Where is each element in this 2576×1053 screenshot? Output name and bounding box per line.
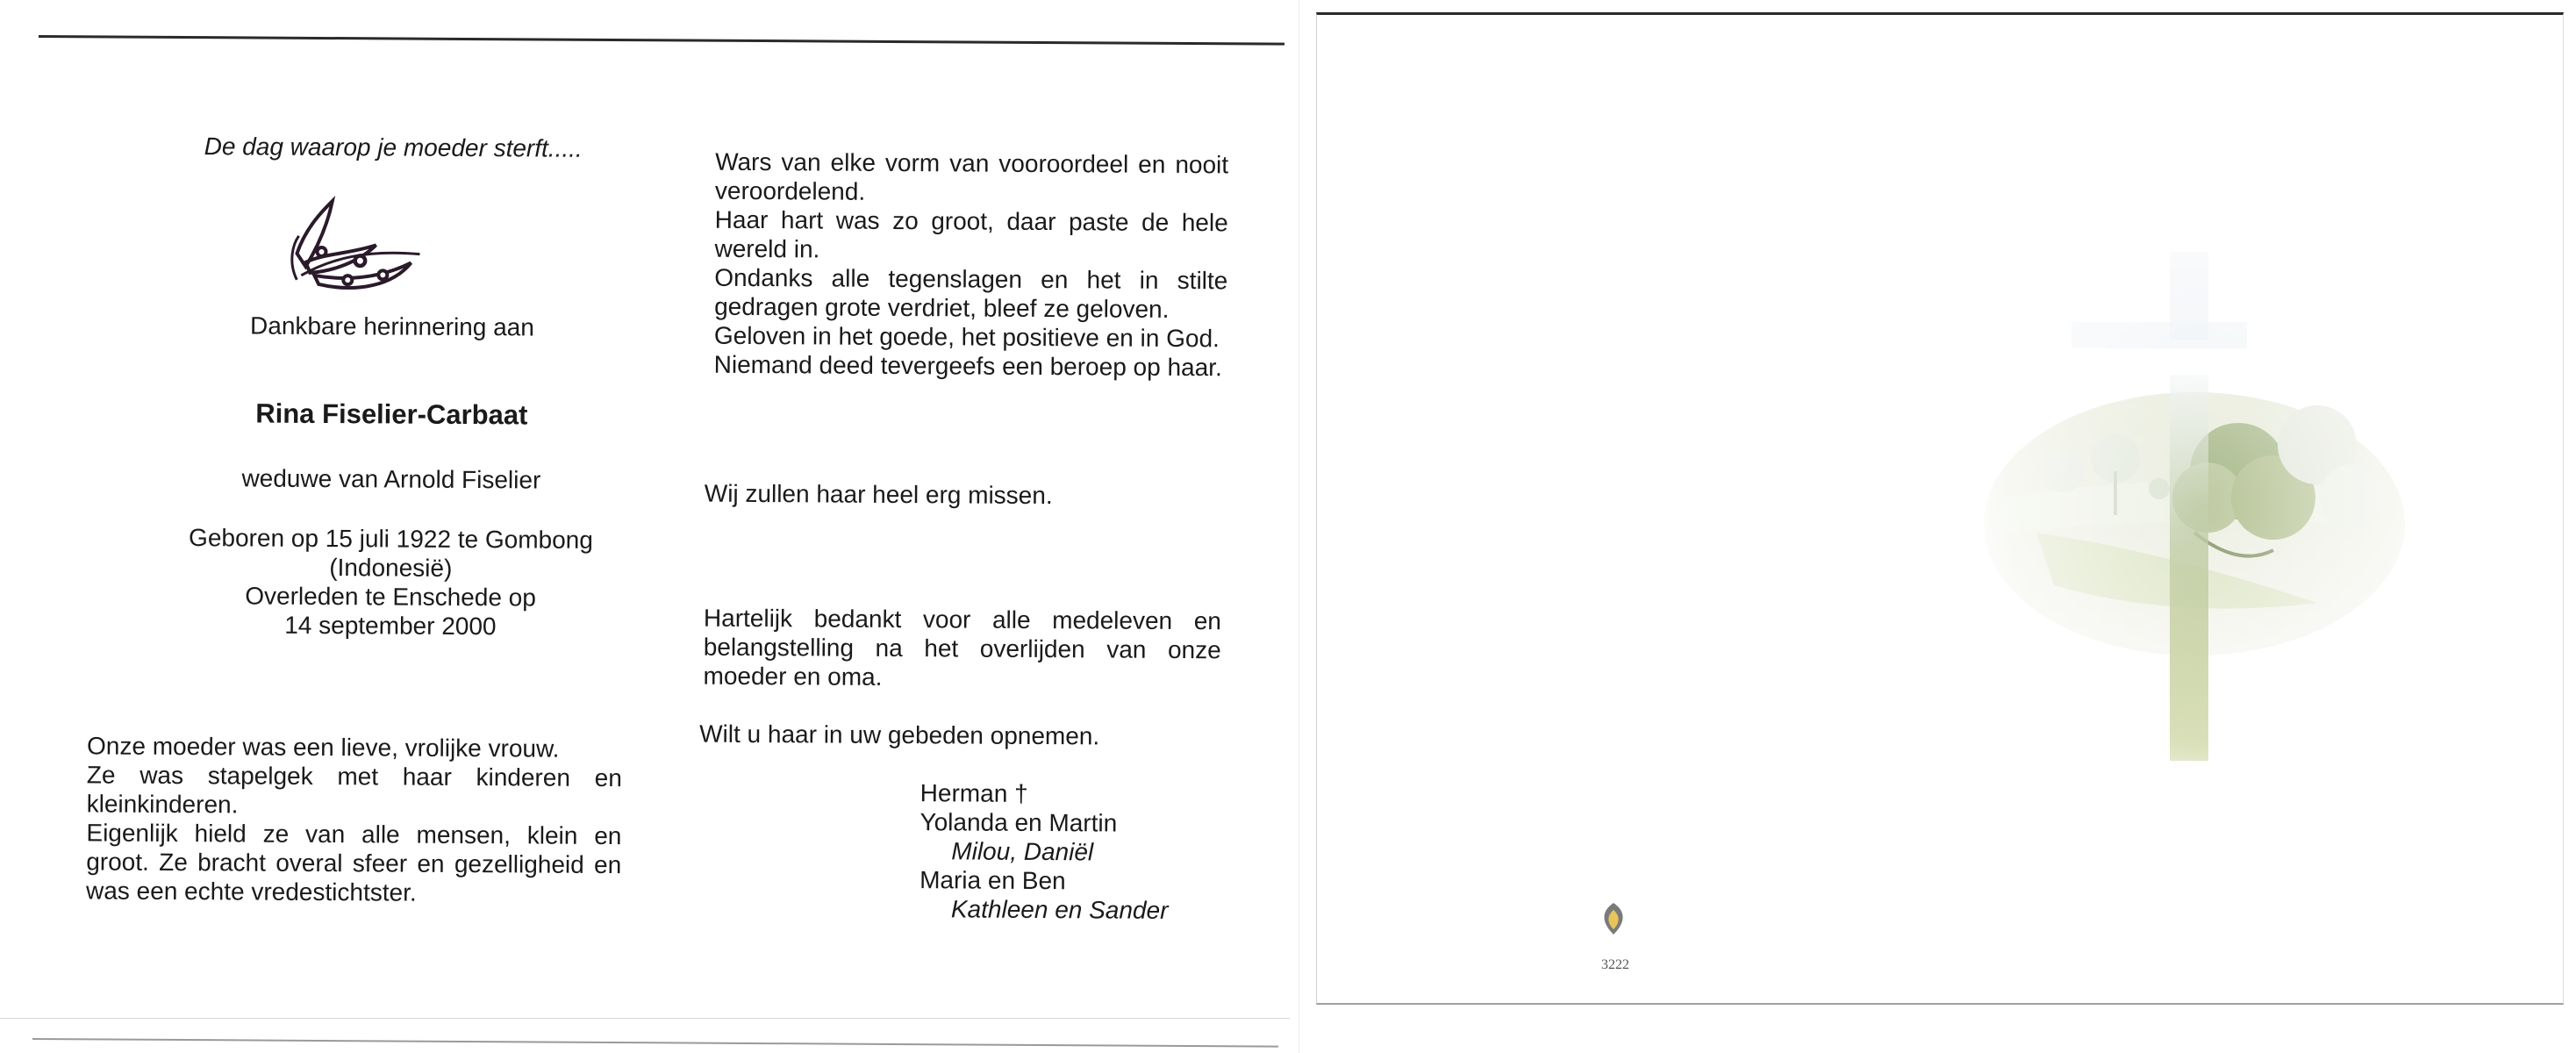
family-member-children: Kathleen en Sander bbox=[950, 895, 1169, 924]
birth-line: Geboren op 15 juli 1922 te Gombong bbox=[189, 524, 593, 554]
publisher-code: 3222 bbox=[1601, 957, 1629, 972]
poem-line: Ondanks alle tegenslagen en het in stilte gedragen grote verdriet, bleef ze geloven. bbox=[714, 263, 1228, 323]
widow-line: weduwe van Arnold Fiselier bbox=[241, 464, 541, 494]
tribute-poem bbox=[714, 147, 1229, 383]
death-place: Overleden te Enschede op bbox=[245, 582, 536, 612]
floral-branch-icon bbox=[279, 192, 429, 307]
life-story bbox=[86, 731, 622, 908]
cross-landscape-icon bbox=[1984, 234, 2422, 778]
memorial-card-inside bbox=[32, 35, 1284, 1048]
thanks-text: Hartelijk bedankt voor alle medeleven en belangstelling na het overlijden van onze moeder en oma. bbox=[703, 604, 1222, 691]
poem-line: Haar hart was zo groot, daar paste de hele wereld in. bbox=[714, 205, 1228, 263]
poem-line: Wars van elke vorm van vooroordeel en nooit veroordelend. bbox=[714, 147, 1229, 205]
story-line: Eigenlijk hield ze van alle mensen, klein en groot. Ze bracht overal sfeer en gezelligheid en was een echte vredestichtster. bbox=[85, 819, 622, 906]
dedication: Dankbare herinnering aan bbox=[249, 312, 534, 341]
story-line: Onze moeder was een lieve, vrolijke vrouw. bbox=[86, 732, 560, 763]
poem-line: Geloven in het goede, het positieve en in God. bbox=[713, 321, 1220, 353]
birth-death-info bbox=[88, 522, 694, 641]
family-member: Herman † bbox=[919, 779, 1028, 807]
family-signatures bbox=[919, 778, 1236, 925]
deceased-name: Rina Fiselier-Carbaat bbox=[255, 398, 528, 431]
family-member: Maria en Ben bbox=[919, 866, 1066, 895]
motto: De dag waarop je moeder sterft..... bbox=[204, 133, 583, 162]
memorial-card-cover bbox=[1316, 12, 2564, 1005]
story-line: Ze was stapelgek met haar kinderen en kleinkinderen. bbox=[86, 761, 622, 819]
birth-country: (Indonesië) bbox=[329, 554, 453, 582]
publisher-emblem-icon bbox=[1598, 901, 1629, 936]
family-member-children: Milou, Daniël bbox=[951, 837, 1094, 866]
death-date: 14 september 2000 bbox=[284, 611, 497, 641]
scan-edge-line bbox=[0, 1018, 1290, 1019]
miss-line: Wij zullen haar heel erg missen. bbox=[704, 479, 1053, 510]
prayer-request: Wilt u haar in uw gebeden opnemen. bbox=[699, 720, 1100, 750]
poem-line: Niemand deed tevergeefs een beroep op haar. bbox=[713, 350, 1222, 382]
family-member: Yolanda en Martin bbox=[919, 808, 1118, 837]
